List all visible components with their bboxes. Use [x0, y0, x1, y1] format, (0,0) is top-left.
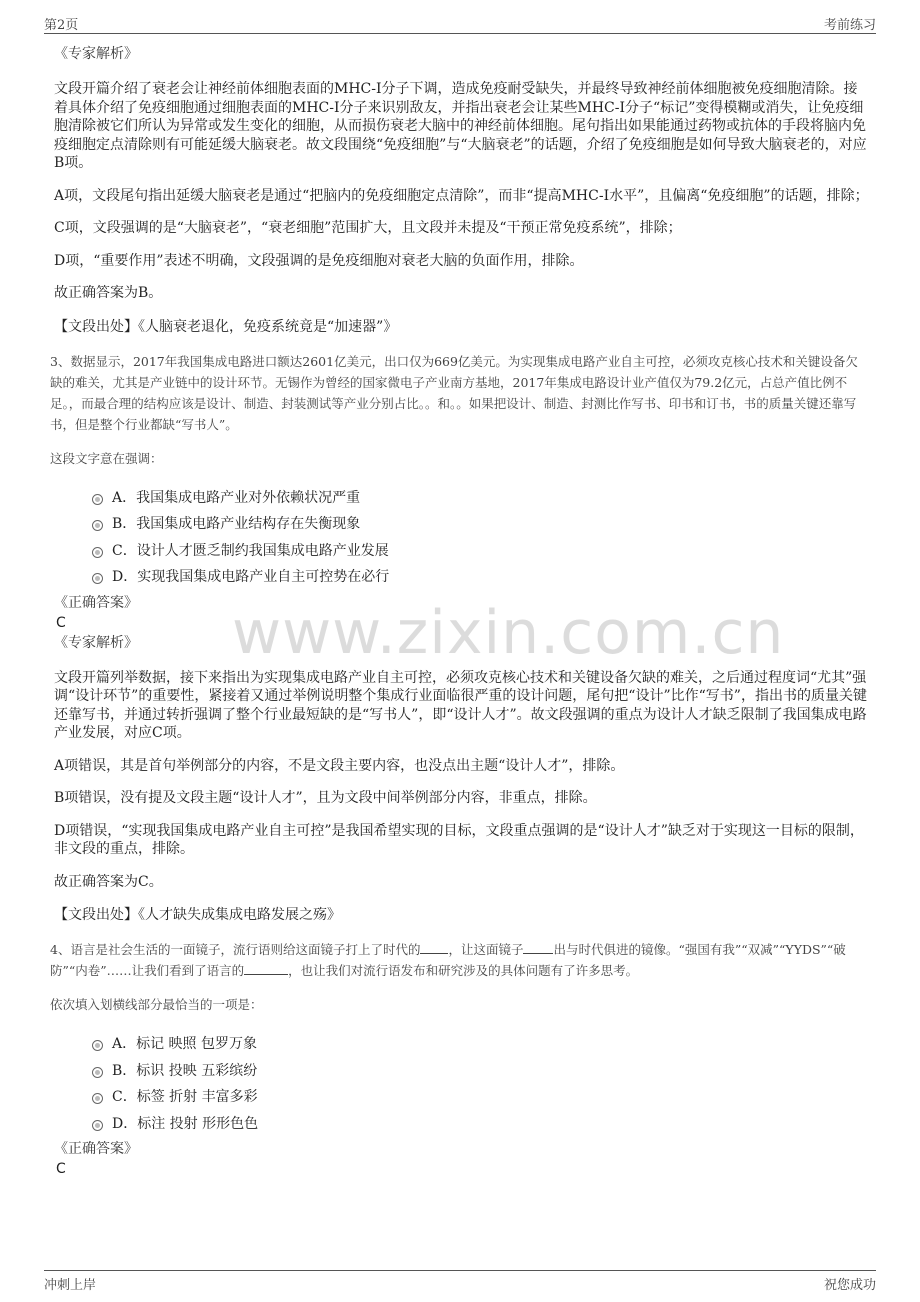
page-number: 第2页	[44, 18, 79, 33]
header-divider	[44, 33, 876, 34]
q3-answer-label: 《正确答案》	[54, 594, 138, 611]
q2-analysis-paragraph: 文段开篇介绍了衰老会让神经前体细胞表面的MHC-I分子下调，造成免疫耐受缺失，并最终导致神经前体细胞被免疫细胞清除。接着具体介绍了免疫细胞通过细胞表面的MHC-I分子来识别敌友，并指出衰老会让某些MHC-I分子“标记”变得模糊或消失，让免疫细胞清除被它们所认为异常或发生变化的细胞，从而损伤衰老大脑中的神经前体细胞。尾句指出如果能通过药物或抗体的手段将脑内免疫细胞定点清除则有可能延缓大脑衰老。故文段围绕“免疫细胞”与“大脑衰老”的话题，介绍了免疫细胞是如何导致大脑衰老的，对应B项。	[54, 81, 867, 171]
q3-option-d[interactable]: D．实现我国集成电路产业自主可控势在必行	[54, 564, 870, 591]
footer-left-text: 冲刺上岸	[44, 1278, 97, 1293]
q2-option-c-analysis: C项，文段强调的是“大脑衰老”，“衰老细胞”范围扩大，且文段并未提及“干预正常免疫系统”，排除；	[54, 220, 682, 236]
q4-option-b[interactable]: B．标识 投映 五彩缤纷	[54, 1058, 870, 1085]
header-title: 考前练习	[823, 18, 876, 33]
q2-option-d-analysis: D项，“重要作用”表述不明确，文段强调的是免疫细胞对衰老大脑的负面作用，排除。	[54, 252, 584, 269]
q2-source: 【文段出处】《人脑衰老退化，免疫系统竟是“加速器”》	[54, 318, 398, 335]
watermark: www.zixin.com.cn	[232, 598, 785, 668]
q3-option-a-analysis: A项错误，其是首句举例部分的内容，不是文段主要内容，也没点出主题“设计人才”，排除。	[54, 757, 625, 774]
q3-question: 3、数据显示，2017年我国集成电路进口额达2601亿美元，出口仅为669亿美元。为实现集成电路产业自主可控，必须攻克核心技术和关键设备欠缺的难关，尤其是产业链中的设计环节。无锡作为曾经的国家微电子产业南方基地，2017年集成电路设计业产值仅为79.2亿元，占总产值比例不足。，而最合理的结构应该是设计、制造、封装测试等产业分别占比。。和。。如果把设计、制造、封测比作写书、印书和订书，书的质量关键还靠写书，但是整个行业都缺“写书人”。	[50, 353, 858, 432]
q4-answer-label: 《正确答案》	[54, 1141, 138, 1157]
page-footer	[44, 1274, 876, 1292]
radio-icon[interactable]	[92, 547, 103, 558]
q3-options	[54, 485, 870, 591]
q3-option-a[interactable]: A．我国集成电路产业对外依赖状况严重	[54, 485, 870, 512]
footer-right-text: 祝您成功	[823, 1278, 876, 1293]
footer-divider	[44, 1270, 876, 1271]
radio-icon[interactable]	[92, 1040, 103, 1051]
q3-analysis-paragraph: 文段开篇列举数据，接下来指出为实现集成电路产业自主可控，必须攻克核心技术和关键设备欠缺的难关，之后通过程度词“尤其”强调“设计环节”的重要性，紧接着又通过举例说明整个集成行业面临很严重的设计问题，尾句把“设计”比作“写书”，指出书的质量关键还靠写书，并通过转折强调了整个行业最短缺的是“写书人”，即“设计人才”。故文段强调的重点为设计人才缺乏限制了我国集成电路产业发展，对应C项。	[54, 669, 867, 741]
radio-icon[interactable]	[92, 520, 103, 531]
radio-icon[interactable]	[92, 1120, 103, 1131]
q3-analysis-label: 《专家解析》	[54, 634, 138, 651]
q3-answer: C	[56, 614, 66, 631]
radio-icon[interactable]	[92, 1067, 103, 1078]
q3-option-c[interactable]: C．设计人才匮乏制约我国集成电路产业发展	[54, 538, 870, 565]
q4-prompt: 依次填入划横线部分最恰当的一项是：	[50, 997, 263, 1012]
q3-prompt: 这段文字意在强调：	[50, 450, 163, 466]
q4-option-c[interactable]: C．标签 折射 丰富多彩	[54, 1084, 870, 1111]
q4-options	[54, 1031, 870, 1137]
q4-option-d[interactable]: D．标注 投射 形形色色	[54, 1111, 870, 1138]
radio-icon[interactable]	[92, 1093, 103, 1104]
q4-option-a[interactable]: A．标记 映照 包罗万象	[54, 1031, 870, 1058]
q2-analysis-label: 《专家解析》	[54, 46, 138, 62]
q2-option-a-analysis: A项，文段尾句指出延缓大脑衰老是通过“把脑内的免疫细胞定点清除”，而非“提高MHC-I水平”，且偏离“免疫细胞”的话题，排除；	[54, 187, 869, 204]
radio-icon[interactable]	[92, 573, 103, 584]
radio-icon[interactable]	[92, 494, 103, 505]
q4-question: 4、语言是社会生活的一面镜子，流行语则给这面镜子打上了时代的 ，让这面镜子 出与时代俱进的镜像。“强国有我”“双减”“YYDS”“破防”“内卷”……让我们看到了语言的 ，也让我们对流行语发布和研究涉及的具体问题有了许多思考。	[50, 942, 846, 978]
q2-conclusion: 故正确答案为B。	[54, 285, 163, 301]
q3-option-b-analysis: B项错误，没有提及文段主题“设计人才”，且为文段中间举例部分内容，非重点，排除。	[54, 790, 597, 806]
q3-source: 【文段出处】《人才缺失成集成电路发展之殇》	[54, 907, 341, 923]
q3-option-d-analysis: D项错误，“实现我国集成电路产业自主可控”是我国希望实现的目标，文段重点强调的是“设计人才”缺乏对于实现这一目标的限制，非文段的重点，排除。	[54, 822, 864, 857]
document-body	[50, 44, 870, 1179]
page-header	[44, 14, 876, 32]
q3-conclusion: 故正确答案为C。	[54, 873, 163, 890]
q3-option-b[interactable]: B．我国集成电路产业结构存在失衡现象	[54, 511, 870, 538]
q4-answer: C	[56, 1161, 66, 1177]
